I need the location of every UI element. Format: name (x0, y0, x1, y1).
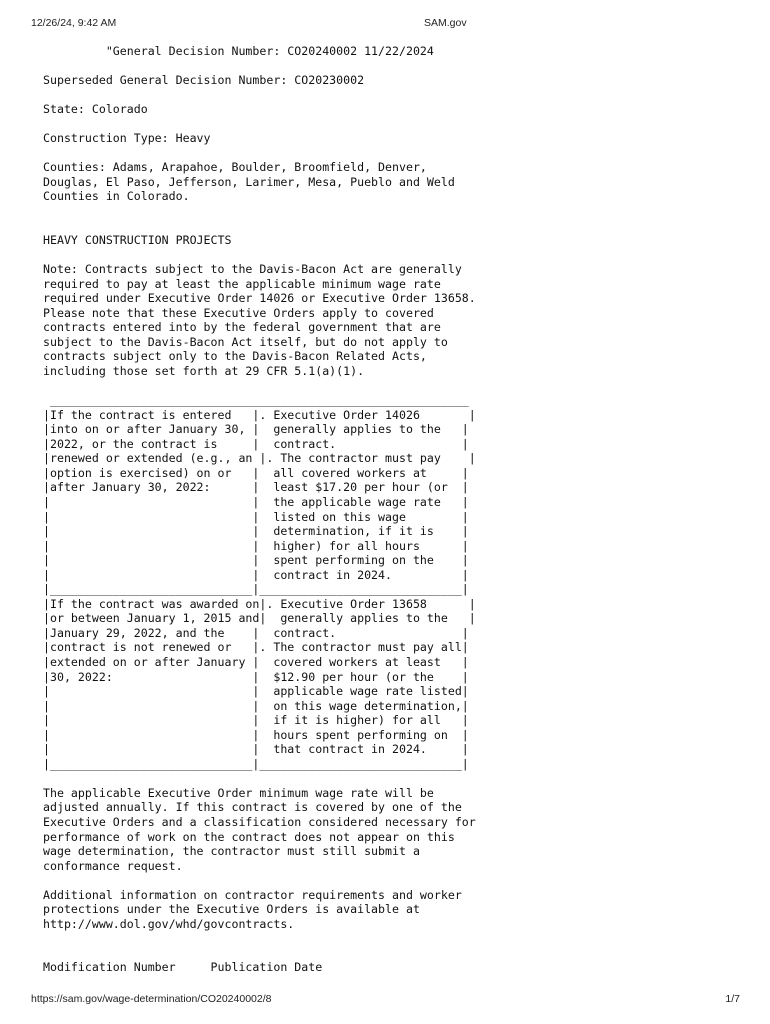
document-line: | | determination, if it is | (43, 524, 469, 539)
document-line: Please note that these Executive Orders apply to covered (43, 305, 434, 320)
document-line: required under Executive Order 14026 or Executive Order 13658. (43, 291, 476, 306)
document-line: contracts subject only to the Davis-Bacon Related Acts, (43, 349, 427, 364)
document-line: Counties: Adams, Arapahoe, Boulder, Broomfield, Denver, (43, 160, 427, 175)
document-line: |If the contract was awarded on|. Executive Order 13658 | (43, 596, 476, 611)
document-line: "General Decision Number: CO20240002 11/22/2024 (43, 44, 434, 58)
document-line: | | applicable wage rate listed| (43, 684, 469, 699)
document-line (43, 88, 476, 103)
document-line: | | that contract in 2024. | (43, 742, 469, 757)
document-line: conformance request. (43, 858, 183, 873)
document-line: Note: Contracts subject to the Davis-Bacon Act are generally (43, 262, 462, 277)
document-line: | | listed on this wage | (43, 509, 469, 524)
document-line: | | higher) for all hours | (43, 538, 469, 553)
document-line: | | the applicable wage rate | (43, 494, 469, 509)
document-line: |after January 30, 2022: | least $17.20 per hour (or | (43, 480, 469, 495)
document-line (43, 204, 476, 219)
print-page-number: 1/7 (725, 993, 740, 1005)
document-line: |_____________________________|_____________________________| (43, 756, 469, 771)
document-line: Superseded General Decision Number: CO20230002 (43, 73, 365, 88)
document-line: |extended on or after January | covered workers at least | (43, 654, 469, 669)
document-line: |option is exercised) on or | all covered workers at | (43, 465, 469, 480)
document-line: |2022, or the contract is | contract. | (43, 436, 469, 451)
document-line: wage determination, the contractor must still submit a (43, 844, 420, 859)
document-line: |renewed or extended (e.g., an |. The contractor must pay | (43, 451, 476, 466)
document-line: HEAVY CONSTRUCTION PROJECTS (43, 233, 232, 248)
document-line: required to pay at least the applicable minimum wage rate (43, 276, 441, 291)
document-line: Executive Orders and a classification considered necessary for (43, 814, 476, 829)
document-line: |If the contract is entered |. Executive Order 14026 | (43, 407, 476, 422)
document-line (43, 146, 476, 161)
document-line (43, 379, 476, 394)
document-line: |into on or after January 30, | generally applies to the | (43, 422, 469, 437)
document-line (43, 873, 476, 888)
document-line: State: Colorado (43, 102, 148, 117)
document-line (43, 771, 476, 786)
document-line: |contract is not renewed or |. The contractor must pay all| (43, 640, 469, 655)
document-line: Modification Number Publication Date (43, 960, 323, 975)
print-datetime: 12/26/24, 9:42 AM (31, 17, 117, 29)
document-line: | | contract in 2024. | (43, 567, 469, 582)
document-line: |30, 2022: | $12.90 per hour (or the | (43, 669, 469, 684)
document-line: | | on this wage determination,| (43, 698, 469, 713)
document-line (43, 248, 476, 263)
document-line: |_____________________________|_____________________________| (43, 582, 469, 597)
print-site-name: SAM.gov (424, 17, 467, 29)
document-line: protections under the Executive Orders is available at (43, 902, 420, 917)
document-line: http://www.dol.gov/whd/govcontracts. (43, 916, 295, 931)
document-line (43, 59, 476, 74)
document-line: adjusted annually. If this contract is covered by one of the (43, 800, 462, 815)
document-line: | | hours spent performing on | (43, 727, 469, 742)
document-line: performance of work on the contract does not appear on this (43, 829, 455, 844)
document-line: Construction Type: Heavy (43, 131, 211, 146)
document-line: contracts entered into by the federal government that are (43, 320, 441, 335)
document-line: | | if it is higher) for all | (43, 713, 469, 728)
document-line: subject to the Davis-Bacon Act itself, but do not apply to (43, 334, 448, 349)
document-line (43, 931, 476, 946)
document-line (43, 946, 476, 961)
document-line: |January 29, 2022, and the | contract. | (43, 625, 469, 640)
document-line: including those set forth at 29 CFR 5.1(a)(1). (43, 364, 365, 379)
document-line: Additional information on contractor requirements and worker (43, 887, 462, 902)
document-line: | | spent performing on the | (43, 553, 469, 568)
document-line (43, 117, 476, 132)
document-line (43, 219, 476, 234)
document-line: |or between January 1, 2015 and| generally applies to the | (43, 611, 476, 626)
wage-determination-text (43, 44, 476, 975)
print-url: https://sam.gov/wage-determination/CO20240002/8 (31, 993, 272, 1005)
document-line: Douglas, El Paso, Jefferson, Larimer, Mesa, Pueblo and Weld (43, 174, 455, 189)
document-line: The applicable Executive Order minimum wage rate will be (43, 785, 434, 800)
document-line: Counties in Colorado. (43, 189, 190, 204)
document-line: ____________________________________________________________ (43, 393, 469, 408)
